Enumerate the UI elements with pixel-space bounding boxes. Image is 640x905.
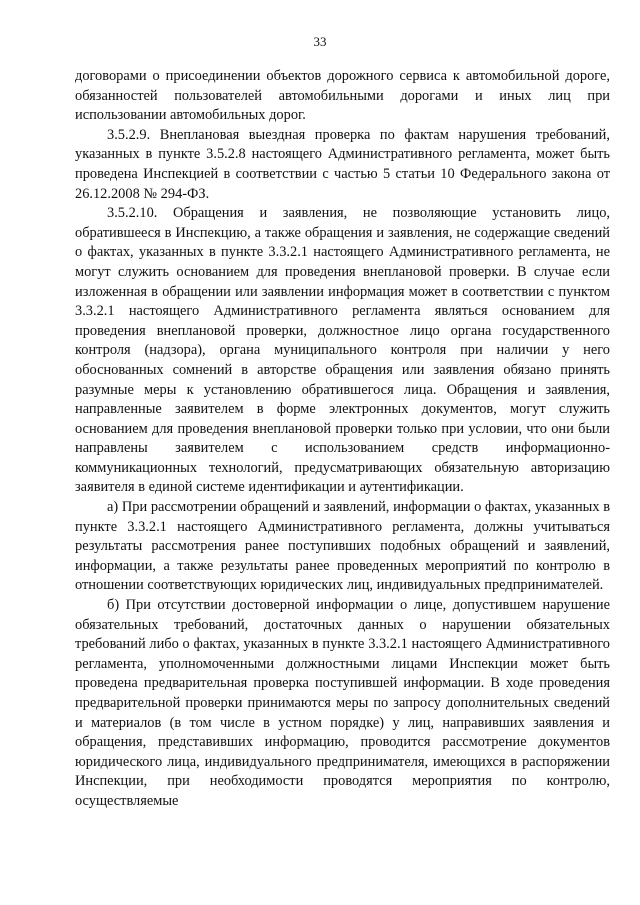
paragraph-item-a: а) При рассмотрении обращений и заявлений, информации о фактах, указанных в пункте 3.3.2.1 настоящего Административного регламента, должны учитываться результаты рассмотрения ранее поступивших подобных обращений и заявлений, информации, а также результаты ранее проведенных мероприятий по контролю в отношении соответствующих юридических лиц, индивидуальных предпринимателей. xyxy=(75,499,610,594)
paragraph-3-5-2-9: 3.5.2.9. Внеплановая выездная проверка по фактам нарушения требований, указанных в пункте 3.5.2.8 настоящего Административного регламента, может быть проведена Инспекцией в соответствии с частью 5 статьи 10 Федерального закона от 26.12.2008 № 294-ФЗ. xyxy=(75,126,610,202)
page-number: 33 xyxy=(313,34,327,49)
paragraph-continuation: договорами о присоединении объектов дорожного сервиса к автомобильной дороге, обязанностей пользователей автомобильными дорогами и иных лиц при использовании автомобильных дорог. xyxy=(75,68,610,124)
document-body xyxy=(75,67,610,812)
paragraph-item-b: б) При отсутствии достоверной информации о лице, допустившем нарушение обязательных требований, достаточных данных о нарушении обязательных требований либо о фактах, указанных в пункте 3.3.2.1 настоящего Административного регламента, уполномоченными должностными лицами Инспекции может быть проведена предварительная проверка поступившей информации. В ходе проведения предварительной проверки принимаются меры по запросу дополнительных сведений и материалов (в том числе в устном порядке) у лиц, направивших заявления и обращения, представивших информацию, проводится рассмотрение документов юридического лица, индивидуального предпринимателя, имеющихся в распоряжении Инспекции, при необходимости проводятся мероприятия по контролю, осуществляемые xyxy=(75,597,610,809)
paragraph-3-5-2-10: 3.5.2.10. Обращения и заявления, не позволяющие установить лицо, обратившееся в Инспекцию, а также обращения и заявления, не содержащие сведений о фактах, указанных в пункте 3.3.2.1 настоящего Административного регламента, не могут служить основанием для проведения внеплановой проверки. В случае если изложенная в обращении или заявлении информация может в соответствии с пунктом 3.3.2.1 настоящего Административного регламента являться основанием для проведения внеплановой проверки, должностное лицо органа государственного контроля (надзора), органа муниципального контроля при наличии у него обоснованных сомнений в авторстве обращения или заявления обязано принять разумные меры к установлению обратившегося лица. Обращения и заявления, направленные заявителем в форме электронных документов, могут служить основанием для проведения внеплановой проверки только при условии, что они были направлены заявителем с использованием средств информационно-коммуникационных технологий, предусматривающих обязательную авторизацию заявителя в единой системе идентификации и аутентификации. xyxy=(75,205,610,496)
